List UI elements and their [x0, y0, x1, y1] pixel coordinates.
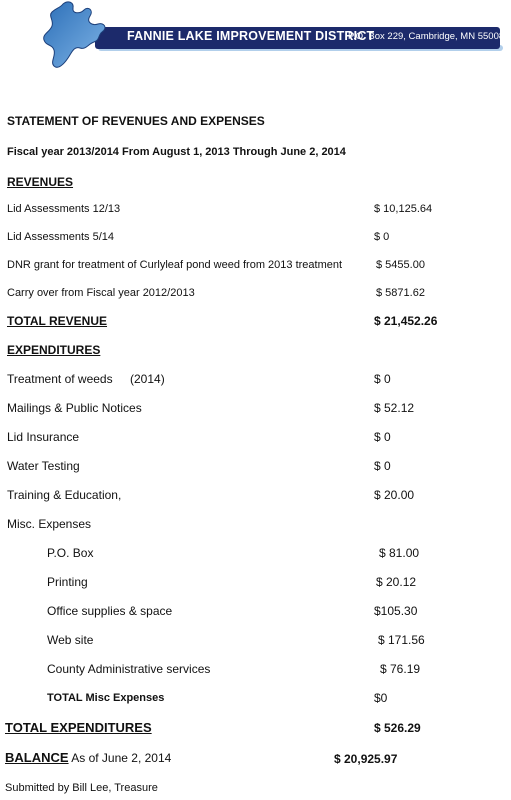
expenditure-item-amount: $ 52.12	[374, 401, 415, 415]
organization-address: P.O. Box 229, Cambridge, MN 55008	[348, 31, 505, 42]
total-expenditures-label: TOTAL EXPENDITURES	[5, 720, 152, 735]
revenue-item-label: DNR grant for treatment of Curlyleaf pond weed from 2013 treatment	[7, 259, 343, 271]
misc-item-label: Office supplies & space	[47, 604, 173, 618]
balance-line	[5, 750, 171, 765]
expenditure-item-amount: $ 0	[374, 459, 391, 473]
expenditure-item-label: Misc. Expenses	[7, 517, 92, 531]
misc-item-amount: $ 76.19	[380, 662, 421, 676]
misc-item-label: Web site	[47, 633, 94, 647]
expenditure-item-label: Training & Education,	[7, 488, 122, 502]
expenditure-item-amount: $ 0	[374, 372, 391, 386]
fiscal-year-line: Fiscal year 2013/2014 From August 1, 2013 Through June 2, 2014	[7, 146, 346, 158]
revenue-item-label: Carry over from Fiscal year 2012/2013	[7, 287, 195, 299]
expenditure-item-note: (2014)	[130, 372, 165, 386]
letterhead	[0, 0, 511, 75]
expenditure-item-label: Treatment of weeds	[7, 372, 113, 386]
expenditure-item-amount: $ 0	[374, 430, 391, 444]
misc-total-amount: $0	[374, 691, 388, 705]
balance-amount: $ 20,925.97	[334, 752, 398, 766]
revenues-heading: REVENUES	[7, 175, 74, 189]
revenue-item-amount: $ 10,125.64	[374, 203, 433, 215]
revenue-item-amount: $ 5455.00	[376, 259, 425, 271]
submitted-by: Submitted by Bill Lee, Treasure	[5, 782, 158, 794]
misc-item-amount: $105.30	[374, 604, 418, 618]
misc-item-amount: $ 81.00	[379, 546, 420, 560]
lake-shape-logo	[28, 0, 123, 75]
revenue-item-amount: $ 0	[374, 231, 390, 243]
misc-item-amount: $ 171.56	[378, 633, 425, 647]
organization-name: FANNIE LAKE IMPROVEMENT DISTRICT	[127, 29, 375, 43]
expenditure-item-label: Lid Insurance	[7, 430, 80, 444]
balance-label: BALANCE	[5, 750, 69, 765]
misc-total-label: TOTAL Misc Expenses	[47, 692, 165, 704]
total-expenditures-amount: $ 526.29	[374, 721, 421, 735]
statement-title: STATEMENT OF REVENUES AND EXPENSES	[7, 114, 265, 128]
revenue-item-label: Lid Assessments 12/13	[7, 203, 121, 215]
total-revenue-label: TOTAL REVENUE	[7, 314, 108, 328]
misc-item-label: County Administrative services	[47, 662, 211, 676]
expenditure-item-label: Mailings & Public Notices	[7, 401, 142, 415]
expenditure-item-amount: $ 20.00	[374, 488, 415, 502]
revenue-item-label: Lid Assessments 5/14	[7, 231, 115, 243]
misc-item-label: Printing	[47, 575, 88, 589]
expenditures-heading: EXPENDITURES	[7, 343, 101, 357]
balance-as-of: As of June 2, 2014	[68, 751, 172, 765]
revenue-item-amount: $ 5871.62	[376, 287, 425, 299]
misc-item-amount: $ 20.12	[376, 575, 417, 589]
total-revenue-amount: $ 21,452.26	[374, 314, 438, 328]
expenditure-item-label: Water Testing	[7, 459, 80, 473]
misc-item-label: P.O. Box	[47, 546, 94, 560]
